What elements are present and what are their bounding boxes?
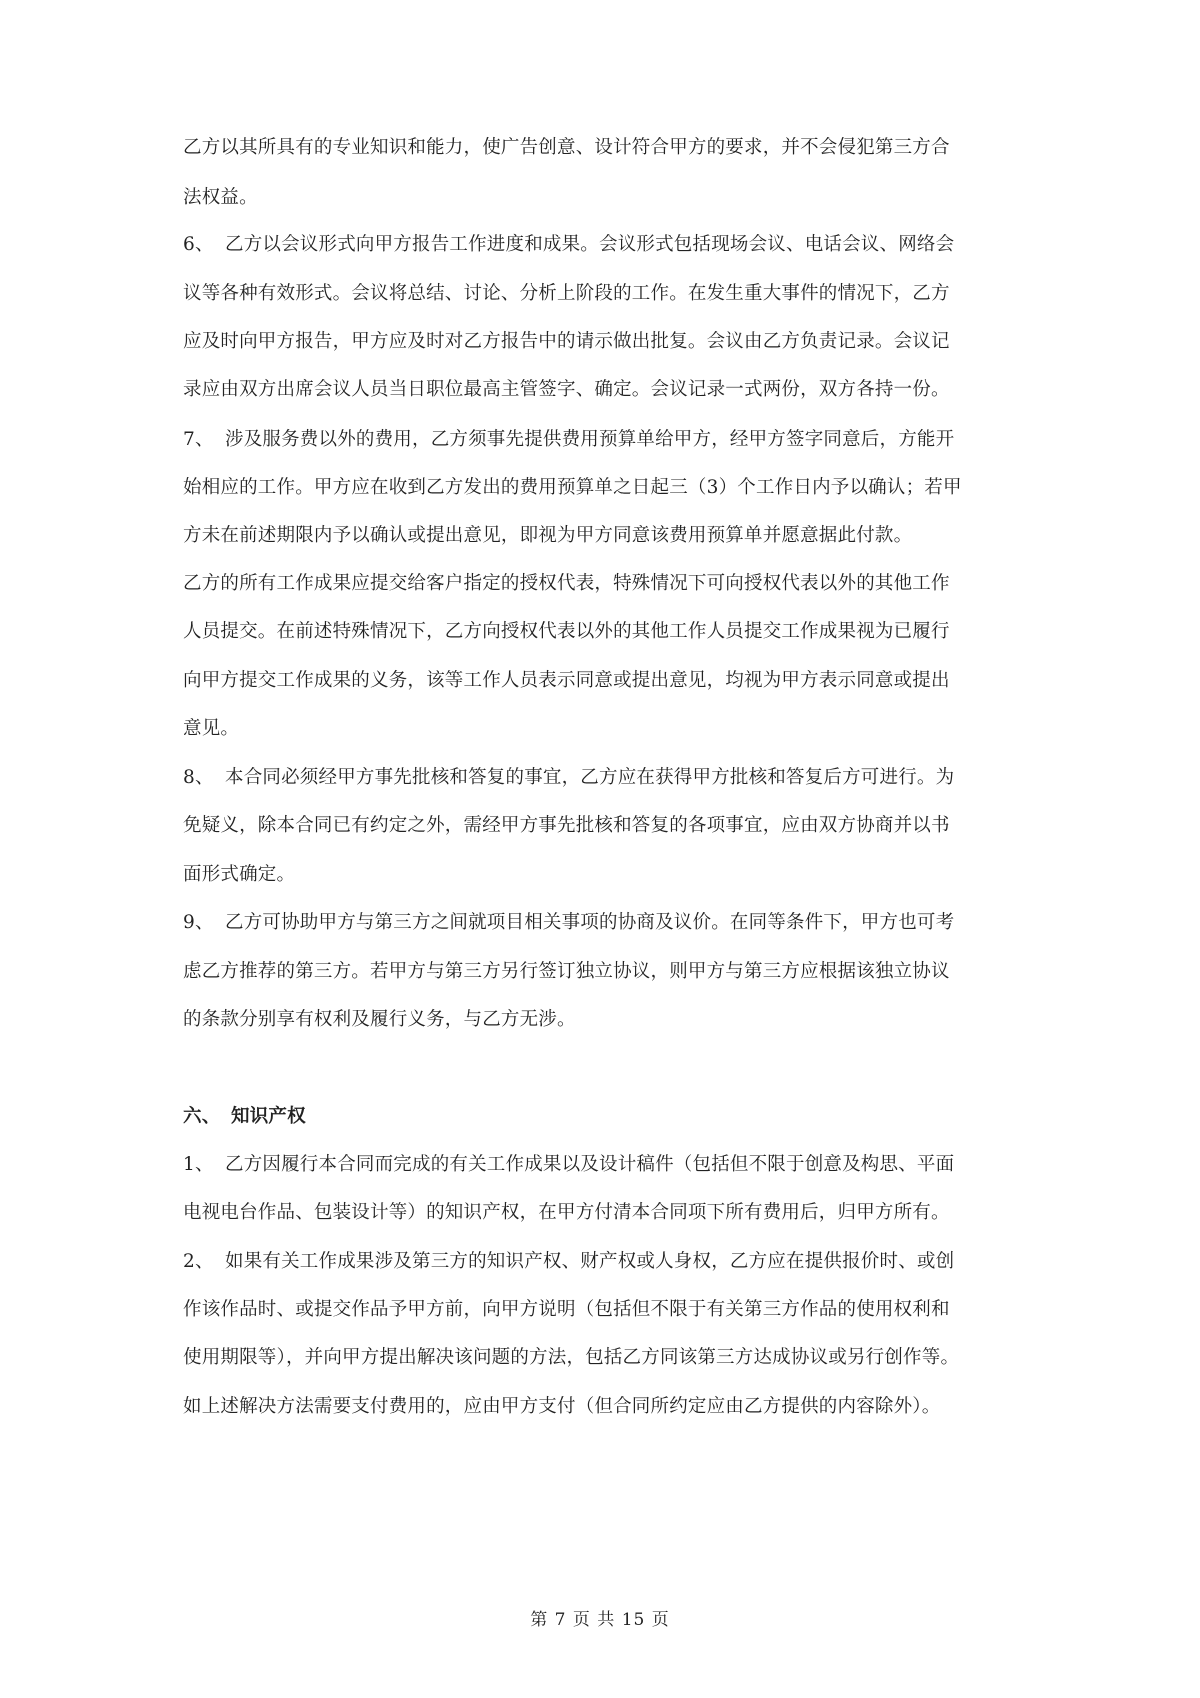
paragraph-line: 使用期限等），并向甲方提出解决该问题的方法，包括乙方同该第三方达成协议或另行创作等。 [183, 1347, 960, 1368]
clause-7-line: 7、 涉及服务费以外的费用，乙方须事先提供费用预算单给甲方，经甲方签字同意后，方能开 [183, 429, 955, 450]
clause-number: 6、 [183, 234, 214, 255]
paragraph-line: 法权益。 [183, 187, 258, 208]
paragraph-line: 方未在前述期限内予以确认或提出意见，即视为甲方同意该费用预算单并愿意据此付款。 [183, 525, 913, 546]
clause-number: 2、 [183, 1251, 214, 1272]
section-heading [183, 1105, 1023, 1129]
paragraph-line: 始相应的工作。甲方应在收到乙方发出的费用预算单之日起三（3）个工作日内予以确认；若甲 [183, 477, 962, 498]
section-number: 六、 [183, 1106, 221, 1127]
paragraph-line: 人员提交。在前述特殊情况下，乙方向授权代表以外的其他工作人员提交工作成果视为已履行 [183, 621, 950, 642]
paragraph-line: 应及时向甲方报告，甲方应及时对乙方报告中的请示做出批复。会议由乙方负责记录。会议记 [183, 331, 950, 352]
paragraph-line: 向甲方提交工作成果的义务，该等工作人员表示同意或提出意见，均视为甲方表示同意或提出 [183, 670, 950, 691]
paragraph-line: 免疑义，除本合同已有约定之外，需经甲方事先批核和答复的各项事宜，应由双方协商并以书 [183, 815, 950, 836]
paragraph-line: 如上述解决方法需要支付费用的，应由甲方支付（但合同所约定应由乙方提供的内容除外）。 [183, 1396, 941, 1417]
clause-number: 1、 [183, 1154, 214, 1175]
clause-6-line: 6、 乙方以会议形式向甲方报告工作进度和成果。会议形式包括现场会议、电话会议、网络会 [183, 234, 955, 255]
paragraph-line: 电视电台作品、包装设计等）的知识产权，在甲方付清本合同项下所有费用后，归甲方所有。 [183, 1202, 950, 1223]
paragraph-line: 意见。 [183, 718, 240, 739]
clause-8-line: 8、 本合同必须经甲方事先批核和答复的事宜，乙方应在获得甲方批核和答复后方可进行。为 [183, 767, 955, 788]
paragraph-line: 面形式确定。 [183, 864, 296, 885]
clause-number: 8、 [183, 767, 214, 788]
clause-number: 7、 [183, 429, 214, 450]
paragraph-line: 乙方以其所具有的专业知识和能力，使广告创意、设计符合甲方的要求，并不会侵犯第三方合 [183, 137, 950, 158]
paragraph-line: 的条款分别享有权利及履行义务，与乙方无涉。 [183, 1009, 576, 1030]
paragraph-line: 作该作品时、或提交作品予甲方前，向甲方说明（包括但不限于有关第三方作品的使用权利和 [183, 1299, 950, 1320]
clause-number: 9、 [183, 912, 214, 933]
paragraph-line: 录应由双方出席会议人员当日职位最高主管签字、确定。会议记录一式两份，双方各持一份。 [183, 379, 950, 400]
section-title: 知识产权 [231, 1106, 306, 1127]
page-footer: 第 7 页 共 15 页 [530, 1610, 670, 1630]
paragraph-line: 虑乙方推荐的第三方。若甲方与第三方另行签订独立协议，则甲方与第三方应根据该独立协议 [183, 961, 950, 982]
paragraph-line: 议等各种有效形式。会议将总结、讨论、分析上阶段的工作。在发生重大事件的情况下，乙方 [183, 283, 950, 304]
clause-1-line: 1、 乙方因履行本合同而完成的有关工作成果以及设计稿件（包括但不限于创意及构思、平面 [183, 1154, 955, 1175]
clause-2-line: 2、 如果有关工作成果涉及第三方的知识产权、财产权或人身权，乙方应在提供报价时、或创 [183, 1251, 955, 1272]
paragraph-line: 乙方的所有工作成果应提交给客户指定的授权代表，特殊情况下可向授权代表以外的其他工作 [183, 573, 950, 594]
clause-9-line: 9、 乙方可协助甲方与第三方之间就项目相关事项的协商及议价。在同等条件下，甲方也可考 [183, 912, 955, 933]
